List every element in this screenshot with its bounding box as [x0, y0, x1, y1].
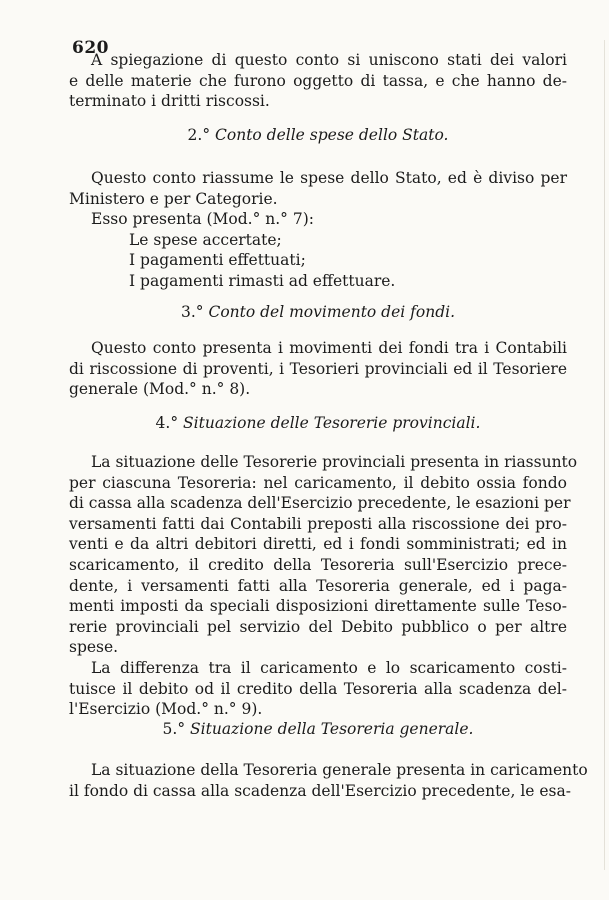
section-heading-5	[69, 720, 567, 738]
text-line: A spiegazione di questo conto si uniscono stati dei valori	[91, 51, 567, 69]
page-number: 620	[72, 38, 109, 58]
text-line: spese.	[69, 638, 119, 657]
text-line: e delle materie che furono oggetto di tassa, e che hanno de-	[69, 71, 567, 90]
section-number: 5.°	[162, 720, 186, 738]
section-title: Conto delle spese dello Stato.	[215, 126, 449, 144]
intro-paragraph	[69, 50, 567, 112]
list-item: I pagamenti effettuati;	[129, 251, 306, 270]
section-title: Situazione della Tesoreria generale.	[190, 720, 474, 738]
text-line: tuisce il debito od il credito della Tesoreria alla scadenza del-	[69, 679, 567, 698]
list-item: Le spese accertate;	[129, 230, 282, 249]
text-line: La situazione delle Tesorerie provinciali presenta in riassunto	[91, 453, 578, 471]
text-line: generale (Mod.° n.° 8).	[69, 380, 251, 399]
text-line: di riscossione di proventi, i Tesorieri provinciali ed il Tesoriere	[69, 359, 567, 378]
text-line: La situazione della Tesoreria generale presenta in caricamento	[91, 761, 588, 779]
section-heading-3	[69, 303, 567, 321]
section-body-3	[69, 338, 567, 400]
text-line: il fondo di cassa alla scadenza dell'Esercizio precedente, le esa-	[69, 781, 571, 800]
text-line: scaricamento, il credito della Tesoreria sull'Esercizio prece-	[69, 555, 567, 574]
text-line: menti imposti da speciali disposizioni direttamente sulle Teso-	[69, 597, 567, 616]
text-line: per ciascuna Tesoreria: nel caricamento, il debito ossia fondo	[69, 473, 567, 492]
section-title: Conto del movimento dei fondi.	[208, 303, 456, 321]
text-line: versamenti fatti dai Contabili preposti alla riscossione dei pro-	[69, 514, 567, 533]
text-line: Esso presenta (Mod.° n.° 7):	[91, 210, 314, 229]
section-body-5	[69, 760, 588, 801]
text-line: terminato i dritti riscossi.	[69, 92, 270, 111]
text-line: l'Esercizio (Mod.° n.° 9).	[69, 700, 263, 719]
section-number: 4.°	[155, 414, 179, 432]
section-body-2	[69, 168, 567, 292]
text-line: Questo conto riassume le spese dello Stato, ed è diviso per	[91, 169, 567, 187]
text-line: dente, i versamenti fatti alla Tesoreria generale, ed i paga-	[69, 576, 567, 595]
page-edge-shadow	[604, 40, 605, 870]
text-line: di cassa alla scadenza dell'Esercizio precedente, le esazioni per	[69, 494, 571, 513]
text-line: rerie provinciali pel servizio del Debito pubblico o per altre	[69, 617, 567, 636]
section-number: 3.°	[180, 303, 204, 321]
text-line: venti e da altri debitori diretti, ed i fondi somministrati; ed in	[69, 535, 567, 554]
text-line: Questo conto presenta i movimenti dei fondi tra i Contabili	[91, 339, 567, 357]
section-heading-2	[69, 126, 567, 144]
text-line: Ministero e per Categorie.	[69, 189, 278, 208]
section-heading-4	[69, 414, 567, 432]
section-body-4	[69, 452, 578, 720]
section-number: 2.°	[187, 126, 211, 144]
text-line: La differenza tra il caricamento e lo scaricamento costi-	[91, 658, 567, 677]
list-item: I pagamenti rimasti ad effettuare.	[129, 271, 396, 290]
section-title: Situazione delle Tesorerie provinciali.	[183, 414, 481, 432]
